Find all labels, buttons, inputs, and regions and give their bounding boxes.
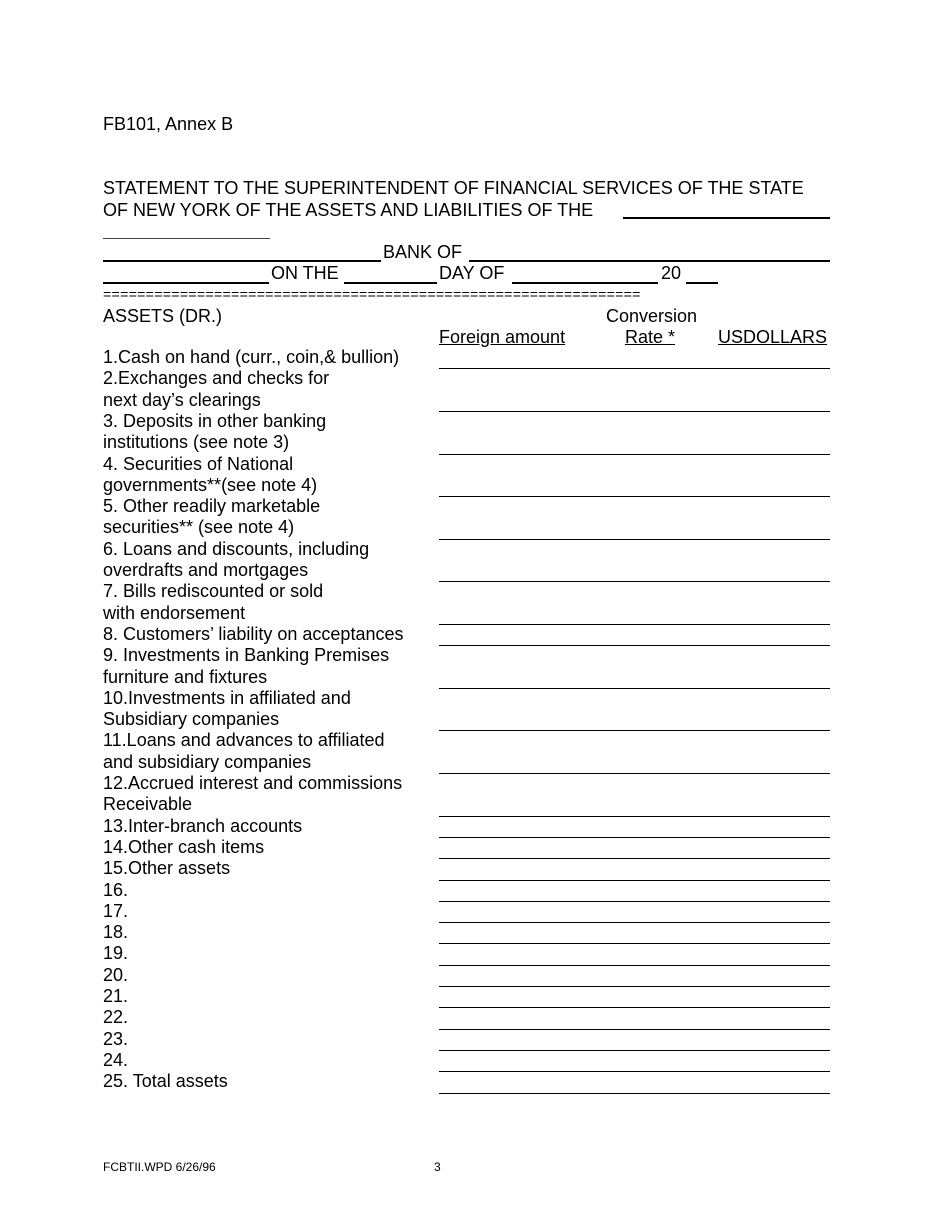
asset-item-label: institutions (see note 3) bbox=[103, 432, 290, 453]
amount-entry-line[interactable] bbox=[439, 922, 830, 923]
asset-item-label: furniture and fixtures bbox=[103, 666, 268, 687]
asset-item-label: 16. bbox=[103, 879, 129, 900]
asset-item-label: 1.Cash on hand (curr., coin,& bullion) bbox=[103, 347, 400, 367]
asset-item-label: 21. bbox=[103, 986, 129, 1006]
footer-doc-ref: FCBTII.WPD 6/26/96 bbox=[103, 1160, 216, 1174]
asset-item-label: 9. Investments in Banking Premises bbox=[103, 645, 390, 666]
form-id: FB101, Annex B bbox=[103, 114, 234, 134]
year-field[interactable] bbox=[686, 282, 718, 284]
bank-name-field-2[interactable] bbox=[103, 238, 270, 239]
day-of-label: DAY OF bbox=[439, 263, 505, 283]
rate-header: Rate * bbox=[624, 327, 676, 347]
amount-entry-line[interactable] bbox=[439, 645, 830, 646]
amount-entry-line[interactable] bbox=[439, 986, 830, 987]
asset-item-label: 25. Total assets bbox=[103, 1071, 228, 1092]
amount-entry-line[interactable] bbox=[439, 1007, 830, 1008]
amount-entry-line[interactable] bbox=[439, 965, 830, 966]
amount-entry-line[interactable] bbox=[439, 411, 830, 412]
asset-item-label: 24. bbox=[103, 1049, 129, 1070]
amount-entry-line[interactable] bbox=[439, 1093, 830, 1094]
month-field[interactable] bbox=[512, 282, 658, 284]
amount-entry-line[interactable] bbox=[439, 1050, 830, 1051]
asset-item-label: securities** (see note 4) bbox=[103, 517, 295, 538]
asset-item-label: 3. Deposits in other banking bbox=[103, 410, 327, 431]
asset-item-label: 2.Exchanges and checks for bbox=[103, 368, 330, 389]
date-field-1[interactable] bbox=[103, 282, 269, 284]
asset-item-label: Subsidiary companies bbox=[103, 709, 280, 730]
amount-entry-line[interactable] bbox=[439, 730, 830, 731]
amount-entry-line[interactable] bbox=[439, 368, 830, 369]
amount-entry-line[interactable] bbox=[439, 496, 830, 497]
amount-entry-line[interactable] bbox=[439, 880, 830, 881]
asset-item-label: 23. bbox=[103, 1028, 129, 1049]
amount-entry-line[interactable] bbox=[439, 1029, 830, 1030]
asset-item-label: next day’s clearings bbox=[103, 389, 261, 410]
bank-name-field-1[interactable] bbox=[623, 217, 830, 219]
asset-item-label: overdrafts and mortgages bbox=[103, 560, 309, 580]
title-line-1: STATEMENT TO THE SUPERINTENDENT OF FINANCIAL SERVICES OF THE STATE bbox=[103, 178, 804, 198]
usdollars-header: USDOLLARS bbox=[718, 327, 828, 347]
asset-item-label: 10.Investments in affiliated and bbox=[103, 687, 351, 708]
year-prefix: 20 bbox=[661, 263, 682, 283]
separator: =============================================================== bbox=[103, 287, 641, 303]
asset-item-label: 12.Accrued interest and commissions bbox=[103, 773, 403, 793]
amount-entry-line[interactable] bbox=[439, 773, 830, 774]
section-title: ASSETS (DR.) bbox=[103, 306, 223, 326]
on-the-label: ON THE bbox=[271, 263, 339, 283]
bank-of-label: BANK OF bbox=[383, 242, 463, 262]
conversion-header: Conversion bbox=[606, 306, 698, 326]
foreign-amount-header: Foreign amount bbox=[439, 327, 566, 347]
amount-entry-line[interactable] bbox=[439, 624, 830, 625]
asset-item-label: 20. bbox=[103, 964, 129, 985]
bank-name-field-3[interactable] bbox=[103, 260, 381, 262]
title-line-2: OF NEW YORK OF THE ASSETS AND LIABILITIES OF THE bbox=[103, 200, 594, 220]
asset-item-label: 14.Other cash items bbox=[103, 836, 265, 857]
asset-item-label: 5. Other readily marketable bbox=[103, 496, 321, 517]
amount-entry-line[interactable] bbox=[439, 688, 830, 689]
bank-location-field[interactable] bbox=[469, 260, 830, 262]
asset-item-label: Receivable bbox=[103, 794, 193, 815]
asset-item-label: 6. Loans and discounts, including bbox=[103, 538, 370, 559]
asset-item-label: 18. bbox=[103, 922, 129, 943]
asset-item-label: governments**(see note 4) bbox=[103, 474, 318, 495]
amount-entry-line[interactable] bbox=[439, 837, 830, 838]
day-field[interactable] bbox=[344, 282, 437, 284]
amount-entry-line[interactable] bbox=[439, 816, 830, 817]
amount-entry-line[interactable] bbox=[439, 943, 830, 944]
asset-item-label: 11.Loans and advances to affiliated bbox=[103, 730, 385, 751]
asset-item-label: 17. bbox=[103, 900, 129, 921]
asset-item-label: with endorsement bbox=[103, 602, 246, 623]
amount-entry-line[interactable] bbox=[439, 1071, 830, 1072]
amount-entry-line[interactable] bbox=[439, 539, 830, 540]
asset-item-label: 15.Other assets bbox=[103, 858, 231, 879]
asset-item-label: and subsidiary companies bbox=[103, 751, 312, 772]
amount-entry-line[interactable] bbox=[439, 858, 830, 859]
page-number: 3 bbox=[434, 1160, 441, 1174]
amount-entry-line[interactable] bbox=[439, 581, 830, 582]
asset-item-label: 13.Inter-branch accounts bbox=[103, 815, 303, 836]
amount-entry-line[interactable] bbox=[439, 454, 830, 455]
asset-item-label: 19. bbox=[103, 943, 129, 964]
asset-item-label: 7. Bills rediscounted or sold bbox=[103, 581, 324, 602]
asset-item-label: 4. Securities of National bbox=[103, 453, 294, 474]
asset-item-label: 8. Customers’ liability on acceptances bbox=[103, 623, 404, 644]
amount-entry-line[interactable] bbox=[439, 901, 830, 902]
asset-item-label: 22. bbox=[103, 1007, 129, 1028]
